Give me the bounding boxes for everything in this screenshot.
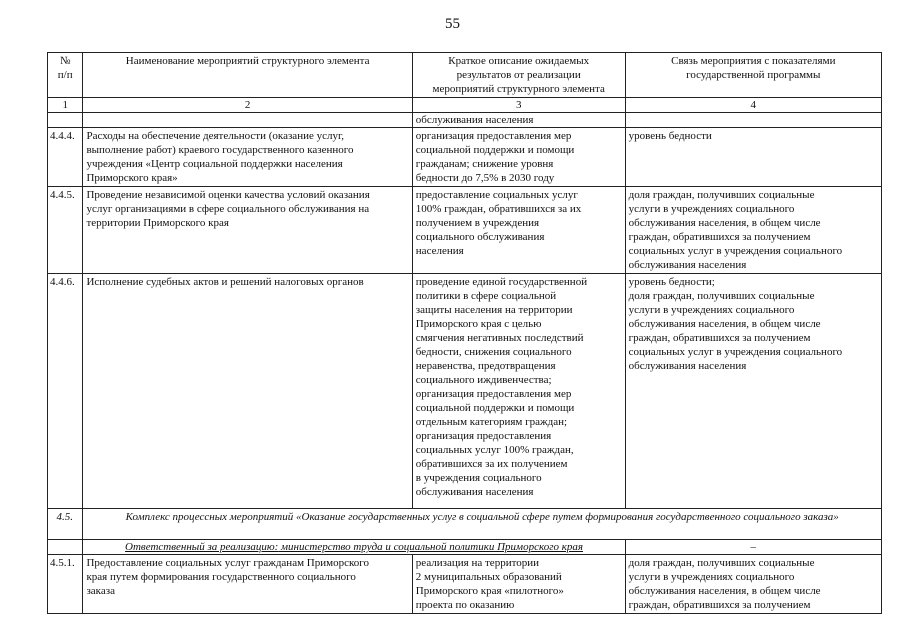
measure-name: Расходы на обеспечение деятельности (оказание услуг, выполнение работ) краевого государственного казенного учреждения «Центр социальной поддержки населения Приморского края» bbox=[83, 128, 412, 187]
table-header-row bbox=[48, 53, 882, 98]
responsible-label: Ответственный за реализацию: bbox=[125, 541, 279, 553]
indicator-link: доля граждан, получивших социальные услуги в учреждениях социального обслуживания населения, в общем числе граждан, обратившихся за получением bbox=[625, 555, 881, 614]
responsible-cell bbox=[83, 540, 625, 555]
indicator-link: доля граждан, получивших социальные услуги в учреждениях социального обслуживания населения, в общем числе граждан, обратившихся за получением социальных услуг в учреждения социального обслуживания населения bbox=[625, 187, 881, 274]
section-row bbox=[48, 509, 882, 540]
column-numbers-row bbox=[48, 98, 882, 113]
continuation-text: обслуживания населения bbox=[412, 113, 625, 128]
row-number: 4.4.4. bbox=[48, 128, 83, 187]
row-number: 4.4.5. bbox=[48, 187, 83, 274]
responsible-row bbox=[48, 540, 882, 555]
header-expected-results: Краткое описание ожидаемых результатов от реализации мероприятий структурного элемента bbox=[412, 53, 625, 98]
measures-table bbox=[47, 52, 882, 614]
section-title: Комплекс процессных мероприятий «Оказание государственных услуг в социальной сфере путем формирования государственного социального заказа» bbox=[83, 509, 882, 540]
responsible-value: министерство труда и социальной политики Приморского края bbox=[278, 541, 583, 553]
header-number: № п/п bbox=[48, 53, 83, 98]
table-row bbox=[48, 274, 882, 509]
column-number: 1 bbox=[48, 98, 83, 113]
expected-result: предоставление социальных услуг 100% граждан, обратившихся за их получением в учреждения социального обслуживания населения bbox=[412, 187, 625, 274]
table-cell bbox=[625, 113, 881, 128]
page-number: 55 bbox=[445, 16, 460, 32]
table-row bbox=[48, 128, 882, 187]
measure-name: Проведение независимой оценки качества условий оказания услуг организациями в сфере социального обслуживания на территории Приморского края bbox=[83, 187, 412, 274]
table-cell bbox=[83, 113, 412, 128]
expected-result: организация предоставления мер социальной поддержки и помощи гражданам; снижение уровня бедности до 7,5% в 2030 году bbox=[412, 128, 625, 187]
indicator-link: уровень бедности bbox=[625, 128, 881, 187]
table-cell bbox=[48, 540, 83, 555]
measure-name: Предоставление социальных услуг гражданам Приморского края путем формирования государственного социального заказа bbox=[83, 555, 412, 614]
section-number: 4.5. bbox=[48, 509, 83, 540]
row-number: 4.5.1. bbox=[48, 555, 83, 614]
column-number: 3 bbox=[412, 98, 625, 113]
continuation-row bbox=[48, 113, 882, 128]
column-number: 4 bbox=[625, 98, 881, 113]
header-measure-name: Наименование мероприятий структурного элемента bbox=[83, 53, 412, 98]
expected-result: реализация на территории 2 муниципальных образований Приморского края «пилотного» проекта по оказанию bbox=[412, 555, 625, 614]
table-cell bbox=[48, 113, 83, 128]
responsible-dash: – bbox=[625, 540, 881, 555]
column-number: 2 bbox=[83, 98, 412, 113]
expected-result: проведение единой государственной политики в сфере социальной защиты населения на территории Приморского края с целью смягчения негативных последствий бедности, снижения социального неравенства, предотвращения социального иждивенчества; организация предоставления мер социальной поддержки и помощи отдельным категориям граждан; организация предоставления социальных услуг 100% граждан, обратившихся за их получением в учреждения социального обслуживания населения bbox=[412, 274, 625, 509]
indicator-link: уровень бедности; доля граждан, получивших социальные услуги в учреждениях социального обслуживания населения, в общем числе граждан, обратившихся за получением социальных услуг в учреждения социального обслуживания населения bbox=[625, 274, 881, 509]
measure-name: Исполнение судебных актов и решений налоговых органов bbox=[83, 274, 412, 509]
table-row bbox=[48, 187, 882, 274]
row-number: 4.4.6. bbox=[48, 274, 83, 509]
header-indicator-link: Связь мероприятия с показателями государственной программы bbox=[625, 53, 881, 98]
table-row bbox=[48, 555, 882, 614]
